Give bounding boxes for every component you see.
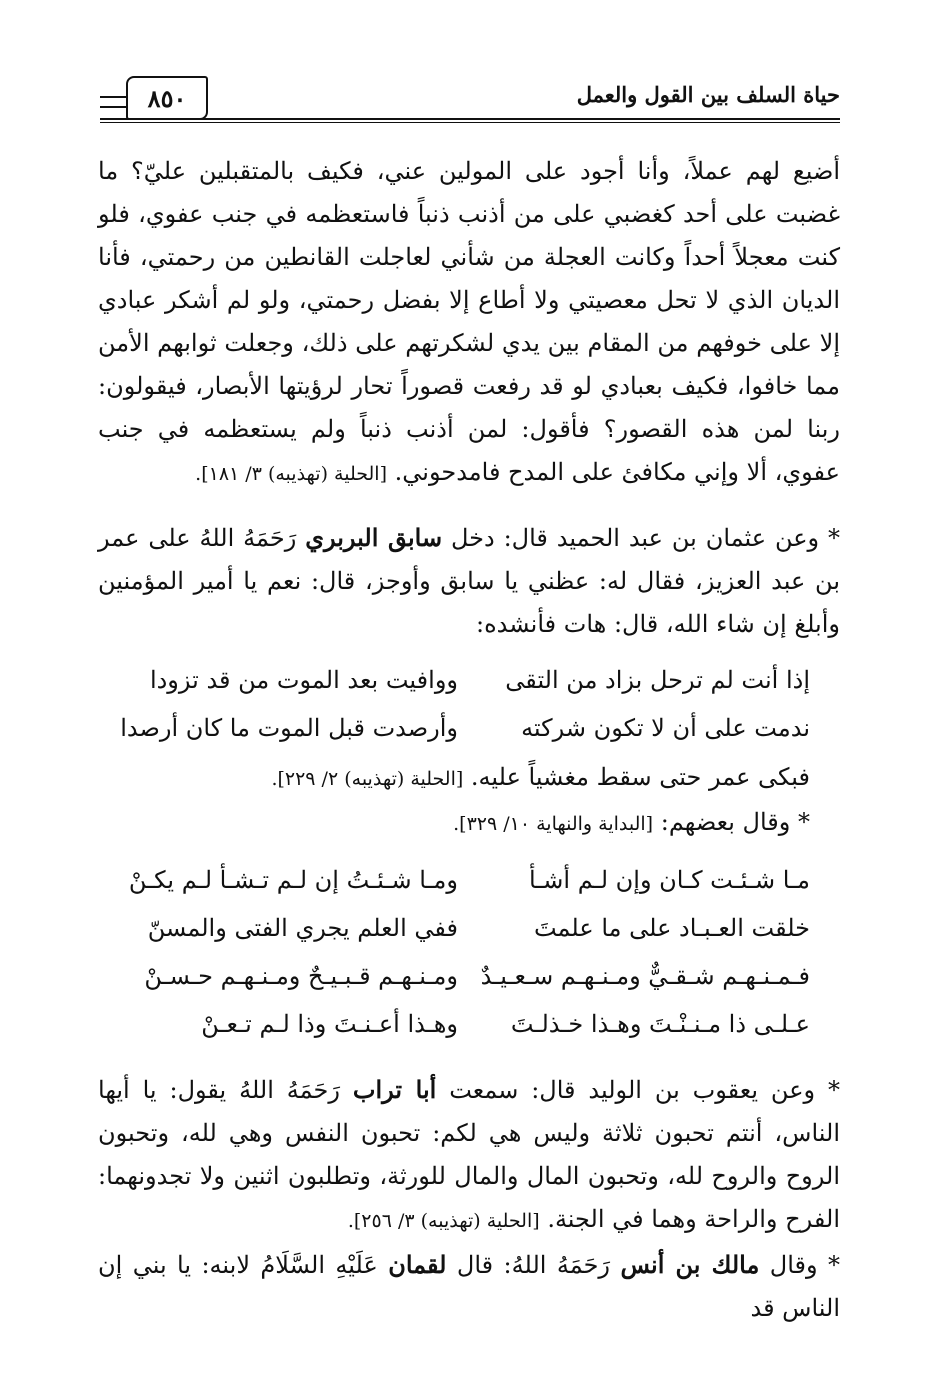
person-name: مالك بن أنس (620, 1250, 760, 1279)
citation: [البداية والنهاية ١٠/ ٣٢٩]. (453, 813, 654, 835)
citation: [الحلية (تهذيبه) ٣/ ١٨١]. (195, 463, 387, 485)
paragraph-text: * وعن يعقوب بن الوليد قال: سمعت (449, 1076, 840, 1104)
paragraph-2 (98, 516, 840, 646)
paragraph-text: رَحَمَهُ اللهُ على عمر بن عبد العزيز، فقال له: عظني يا سابق وأوجز، قال: نعم يا أمير المؤمنين وأبلغ إن شاء الله، قال: هات فأنشده: (98, 524, 840, 638)
verse-second-hemistich: ومـنـهـم قـبـيـحٌ ومـنـهـم حـسـنْ (144, 962, 458, 990)
paragraph-5 (98, 1243, 840, 1330)
paragraph-4 (98, 1068, 840, 1243)
paragraph-1 (98, 150, 840, 496)
verse-first-hemistich: عـلـى ذا مـنـنْـتَ وهـذا خـذلـتَ (510, 1010, 810, 1038)
verse (98, 856, 840, 904)
verse (98, 952, 840, 1000)
poem-1 (98, 656, 840, 752)
paragraph-text: * وقال (769, 1251, 840, 1279)
running-title: حياة السلف بين القول والعمل (576, 82, 840, 107)
verse-first-hemistich: إذا أنت لم ترحل بزاد من التقى (505, 666, 810, 694)
paragraph-text: * وعن عثمان بن عبد الحميد قال: دخل (451, 524, 841, 552)
paragraph-text: رَحَمَهُ اللهُ: قال (456, 1251, 611, 1279)
paragraph-text: أضيع لهم عملاً، وأنا أجود على المولين عني، فكيف بالمتقبلين عليّ؟ ما غضبت على أحد كغضبي على من أذنب ذنباً فاستعظمه في جنب عفوي، فلو كنت معجلاً أحداً وكانت العجلة من شأني لعاجلت القانطين من رحمتي، فأنا الديان الذي لا تحل معصيتي ولا أطاع إلا بفضل رحمتي، ولو لم أشكر عبادي إلا على خوفهم من المقام بين يدي لشكرتهم على ذلك، وجعلت ثوابهم الأمن مما خافوا، فكيف بعبادي لو قد رفعت قصوراً تحار لرؤيتها الأبصار، فيقولون: ربنا لمن هذه القصور؟ فأقول: لمن أذنب ذنباً ولم يستعظمه في جنب عفوي، ألا وإني مكافئ على المدح فامدحوني. (98, 157, 840, 486)
citation: [الحلية (تهذيبه) ٢/ ٢٢٩]. (271, 768, 464, 790)
poem-aftermath (98, 756, 840, 801)
verse (98, 656, 840, 704)
verse-first-hemistich: خلقت العـبـاد على ما علمتَ (533, 914, 810, 942)
verse (98, 1000, 840, 1048)
verse-first-hemistich: مـا شـئـت كـان وإن لـم أشـأ (528, 866, 810, 894)
verse-second-hemistich: ومـا شـئـتُ إن لـم تـشـأ لـم يكـنْ (128, 866, 458, 894)
person-name: لقمان (388, 1250, 447, 1279)
paragraph-text: رَحَمَهُ اللهُ يقول: يا أيها الناس، أنتم تحبون ثلاثة وليس هي لكم: تحبون النفس وهي لله، وتحبون الروح والروح لله، وتحبون المال والمال للورثة، وتطلبون اثنين ولا تجدونهما: الفرح والراحة وهما في الجنة. (98, 1076, 840, 1233)
paragraph-text: * وقال بعضهم: (660, 808, 810, 836)
citation: [الحلية (تهذيبه) ٣/ ٢٥٦]. (347, 1210, 540, 1232)
paragraph-text: عَلَيْهِ السَّلَامُ لابنه: يا بني إن الناس قد (98, 1251, 840, 1322)
verse-second-hemistich: ففي العلم يجري الفتى والمسنّ (147, 914, 458, 942)
poem-2 (98, 856, 840, 1048)
verse-second-hemistich: وأرصدت قبل الموت ما كان أرصدا (120, 714, 458, 742)
paragraph-text: فبكى عمر حتى سقط مغشياً عليه. (470, 763, 810, 791)
verse (98, 704, 840, 752)
verse-first-hemistich: ندمت على أن لا تكون شركته (521, 714, 810, 742)
paragraph-3 (98, 801, 840, 846)
verse-first-hemistich: فـمـنـهـم شـقـيٌّ ومـنـهـم سـعـيـدٌ (480, 962, 810, 990)
person-name: سابق البربري (305, 523, 443, 552)
page-number: ٨٥٠ (126, 76, 208, 120)
verse-second-hemistich: ووافيت بعد الموت من قد تزودا (149, 666, 458, 694)
person-name: أبا تراب (352, 1075, 437, 1104)
verse (98, 904, 840, 952)
ornament-lines (100, 96, 126, 108)
page-body (98, 150, 840, 1330)
verse-second-hemistich: وهـذا أعـنـتَ وذا لـم تـعـنْ (201, 1010, 458, 1038)
header-rule-thin (100, 122, 840, 123)
header-rule (100, 118, 840, 120)
